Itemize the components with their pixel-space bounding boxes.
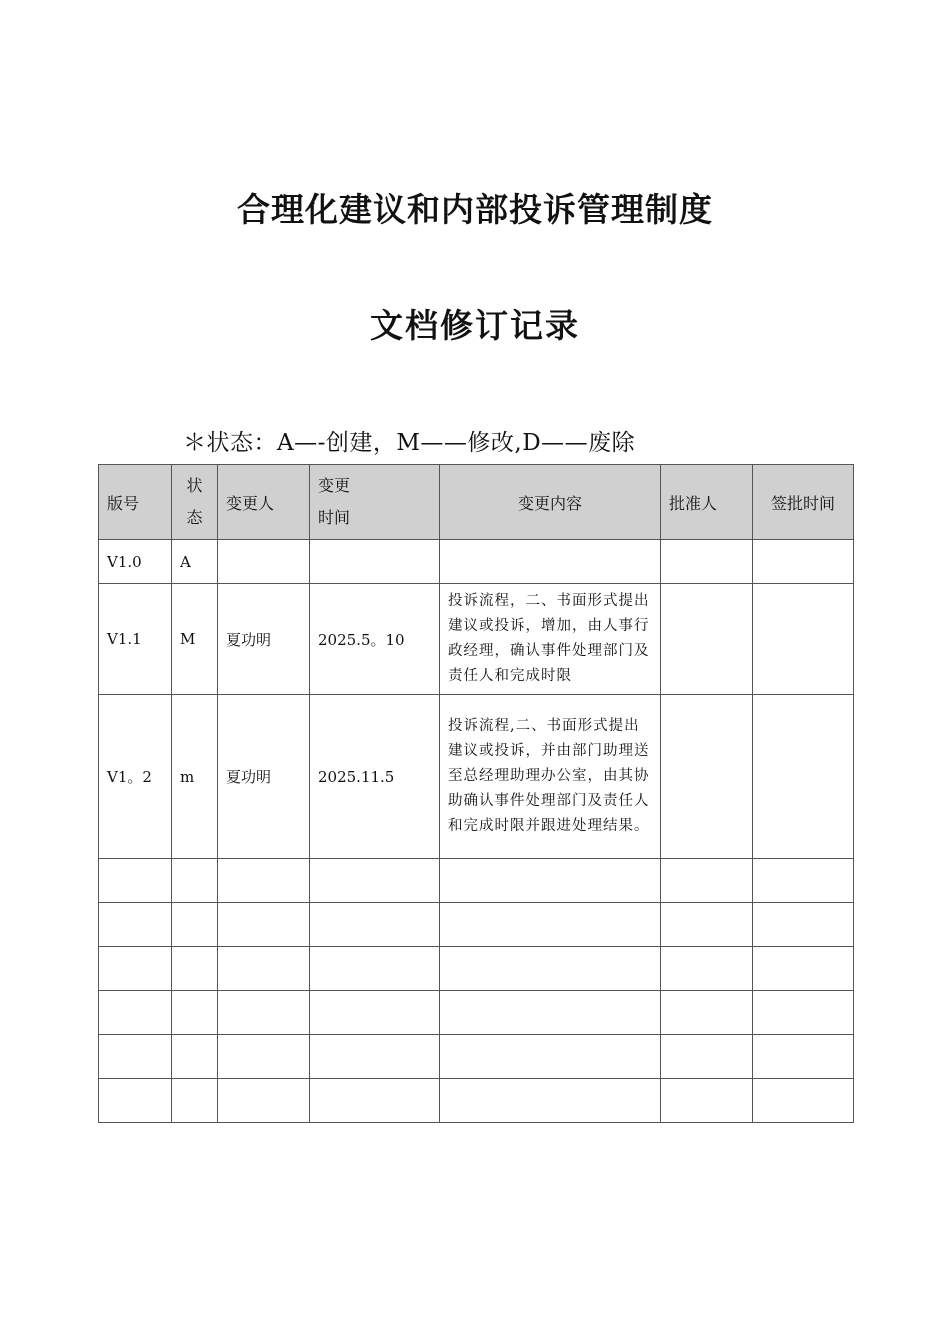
document-title: 合理化建议和内部投诉管理制度 xyxy=(237,190,713,229)
empty-cell xyxy=(99,1035,172,1079)
cell-content xyxy=(440,540,661,584)
empty-cell xyxy=(99,947,172,991)
table-row xyxy=(99,540,854,584)
empty-cell xyxy=(172,859,218,903)
empty-cell xyxy=(753,903,854,947)
status-legend: ＊状态：A—-创建，M——修改,D——废除 xyxy=(183,430,636,456)
empty-cell xyxy=(440,1079,661,1123)
header-status xyxy=(172,465,218,540)
empty-cell xyxy=(99,903,172,947)
empty-table-row xyxy=(99,1035,854,1079)
empty-cell xyxy=(172,1035,218,1079)
empty-cell xyxy=(661,1079,753,1123)
empty-table-row xyxy=(99,1079,854,1123)
empty-cell xyxy=(218,903,310,947)
empty-cell xyxy=(218,1079,310,1123)
empty-cell xyxy=(661,1035,753,1079)
cell-sign-time xyxy=(753,584,854,695)
empty-cell xyxy=(99,1079,172,1123)
cell-version: V1。2 xyxy=(99,695,172,859)
cell-approver xyxy=(661,584,753,695)
empty-cell xyxy=(661,991,753,1035)
header-status-line1: 状 xyxy=(186,476,203,495)
empty-cell xyxy=(172,903,218,947)
cell-content: 投诉流程，二、书面形式提出建议或投诉，增加，由人事行政经理，确认事件处理部门及责任人和完成时限 xyxy=(440,584,661,695)
header-time-line1: 变更 xyxy=(318,476,351,495)
cell-changer xyxy=(218,540,310,584)
cell-status: M xyxy=(172,584,218,695)
empty-cell xyxy=(310,1079,440,1123)
empty-cell xyxy=(310,1035,440,1079)
cell-changer: 夏功明 xyxy=(218,584,310,695)
empty-cell xyxy=(99,859,172,903)
empty-cell xyxy=(440,991,661,1035)
table-header-row xyxy=(99,465,854,540)
header-changer: 变更人 xyxy=(218,465,310,540)
empty-cell xyxy=(218,947,310,991)
cell-status: m xyxy=(172,695,218,859)
cell-time: 2025.5。10 xyxy=(310,584,440,695)
empty-cell xyxy=(172,947,218,991)
empty-cell xyxy=(310,991,440,1035)
cell-content: 投诉流程,二、书面形式提出建议或投诉，并由部门助理送至总经理助理办公室，由其协助确认事件处理部门及责任人和完成时限并跟进处理结果。 xyxy=(440,695,661,859)
cell-version: V1.0 xyxy=(99,540,172,584)
cell-version: V1.1 xyxy=(99,584,172,695)
empty-table-row xyxy=(99,903,854,947)
empty-cell xyxy=(440,947,661,991)
cell-time xyxy=(310,540,440,584)
empty-cell xyxy=(218,859,310,903)
empty-cell xyxy=(440,859,661,903)
empty-cell xyxy=(753,859,854,903)
empty-cell xyxy=(218,991,310,1035)
empty-table-row xyxy=(99,947,854,991)
empty-cell xyxy=(172,991,218,1035)
header-time-line2: 时间 xyxy=(318,508,351,527)
cell-approver xyxy=(661,540,753,584)
cell-status: A xyxy=(172,540,218,584)
header-status-line2: 态 xyxy=(186,508,203,527)
header-version: 版号 xyxy=(99,465,172,540)
empty-cell xyxy=(172,1079,218,1123)
revision-table xyxy=(98,464,854,1123)
empty-cell xyxy=(218,1035,310,1079)
empty-cell xyxy=(753,1035,854,1079)
empty-table-row xyxy=(99,991,854,1035)
header-content: 变更内容 xyxy=(440,465,661,540)
empty-cell xyxy=(661,903,753,947)
header-approver: 批准人 xyxy=(661,465,753,540)
empty-cell xyxy=(661,947,753,991)
header-sign-time: 签批时间 xyxy=(753,465,854,540)
empty-table-row xyxy=(99,859,854,903)
cell-changer: 夏功明 xyxy=(218,695,310,859)
empty-rows xyxy=(99,859,854,1123)
empty-cell xyxy=(310,947,440,991)
empty-cell xyxy=(440,1035,661,1079)
cell-approver xyxy=(661,695,753,859)
empty-cell xyxy=(310,903,440,947)
table-row xyxy=(99,584,854,695)
empty-cell xyxy=(753,991,854,1035)
empty-cell xyxy=(661,859,753,903)
empty-cell xyxy=(753,1079,854,1123)
cell-time: 2025.11.5 xyxy=(310,695,440,859)
cell-sign-time xyxy=(753,540,854,584)
document-subtitle: 文档修订记录 xyxy=(370,306,580,345)
cell-sign-time xyxy=(753,695,854,859)
header-time xyxy=(310,465,440,540)
table-row xyxy=(99,695,854,859)
empty-cell xyxy=(753,947,854,991)
empty-cell xyxy=(99,991,172,1035)
empty-cell xyxy=(310,859,440,903)
empty-cell xyxy=(440,903,661,947)
